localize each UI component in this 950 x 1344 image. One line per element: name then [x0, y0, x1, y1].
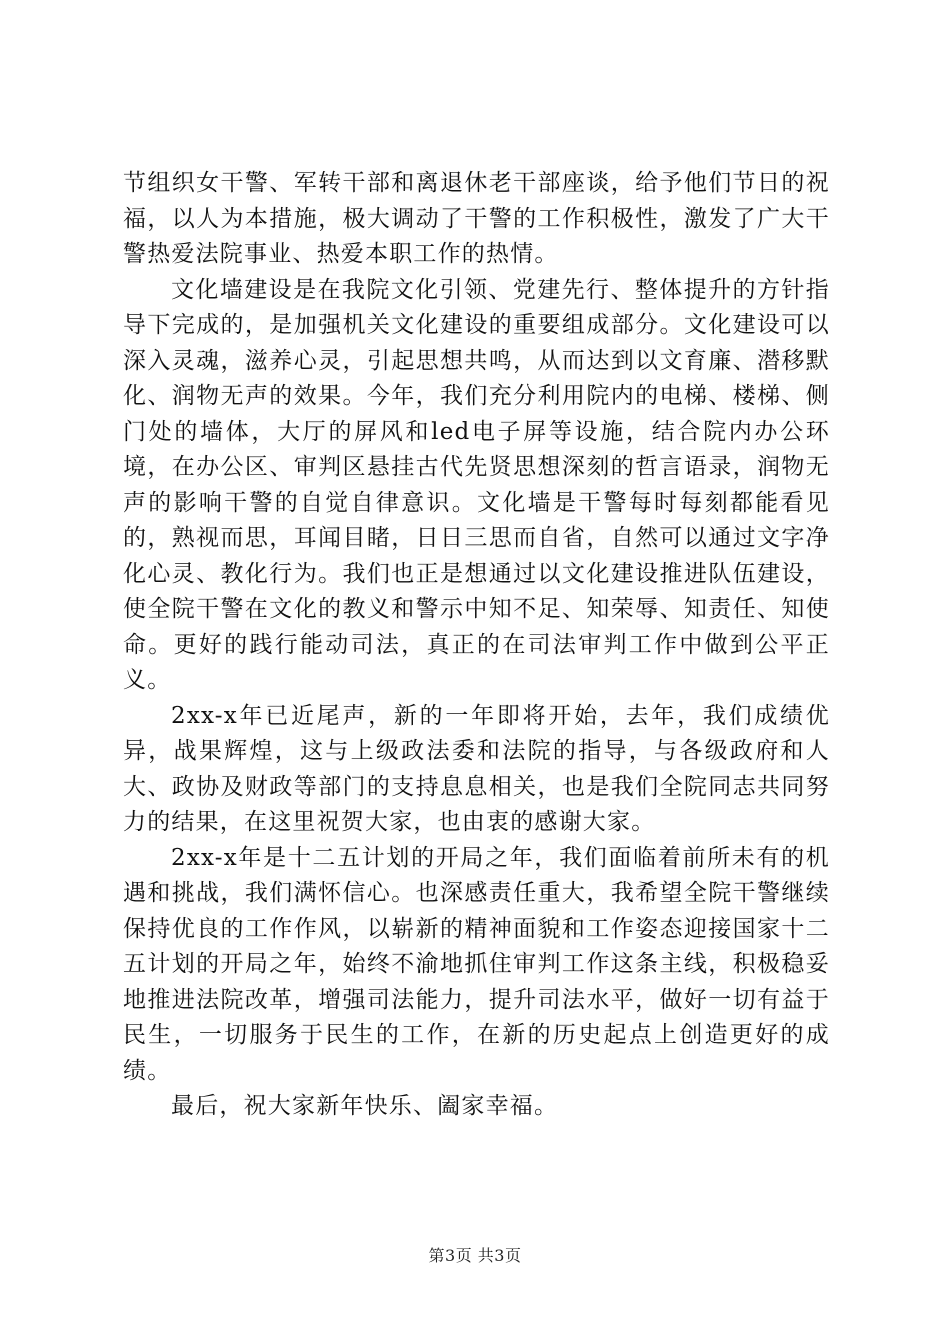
paragraph-year-review: 2xx-x年已近尾声，新的一年即将开始，去年，我们成绩优异，战果辉煌，这与上级政法委和法院的指导，与各级政府和人大、政协及财政等部门的支持息息相关，也是我们全院同志共同努力的结果，在这里祝贺大家，也由衷的感谢大家。	[123, 702, 830, 835]
paragraph-culture-wall: 文化墙建设是在我院文化引领、党建先行、整体提升的方针指导下完成的，是加强机关文化建设的重要组成部分。文化建设可以深入灵魂，滋养心灵，引起思想共鸣，从而达到以文育廉、潜移默化、润物无声的效果。今年，我们充分利用院内的电梯、楼梯、侧门处的墙体，大厅的屏风和led电子屏等设施，结合院内办公环境，在办公区、审判区悬挂古代先贤思想深刻的哲言语录，润物无声的影响干警的自觉自律意识。文化墙是干警每时每刻都能看见的，熟视而思，耳闻目睹，日日三思而自省，自然可以通过文字净化心灵、教化行为。我们也正是想通过以文化建设推进队伍建设，使全院干警在文化的教义和警示中知不足、知荣辱、知责任、知使命。更好的践行能动司法，真正的在司法审判工作中做到公平正义。	[123, 276, 830, 693]
paragraph-closing-wishes: 最后，祝大家新年快乐、阖家幸福。	[171, 1093, 559, 1119]
document-body	[123, 166, 830, 1125]
page-number-footer: 第3页 共3页	[428, 1246, 522, 1265]
paragraph-year-outlook: 2xx-x年是十二五计划的开局之年，我们面临着前所未有的机遇和挑战，我们满怀信心。也深感责任重大，我希望全院干警继续保持优良的工作作风，以崭新的精神面貌和工作姿态迎接国家十二五计划的开局之年，始终不渝地抓住审判工作这条主线，积极稳妥地推进法院改革，增强司法能力，提升司法水平，做好一切有益于民生，一切服务于民生的工作，在新的历史起点上创造更好的成绩。	[123, 844, 830, 1084]
paragraph-continuation: 节组织女干警、军转干部和离退休老干部座谈，给予他们节日的祝福，以人为本措施，极大调动了干警的工作积极性，激发了广大干警热爱法院事业、热爱本职工作的热情。	[123, 170, 830, 267]
